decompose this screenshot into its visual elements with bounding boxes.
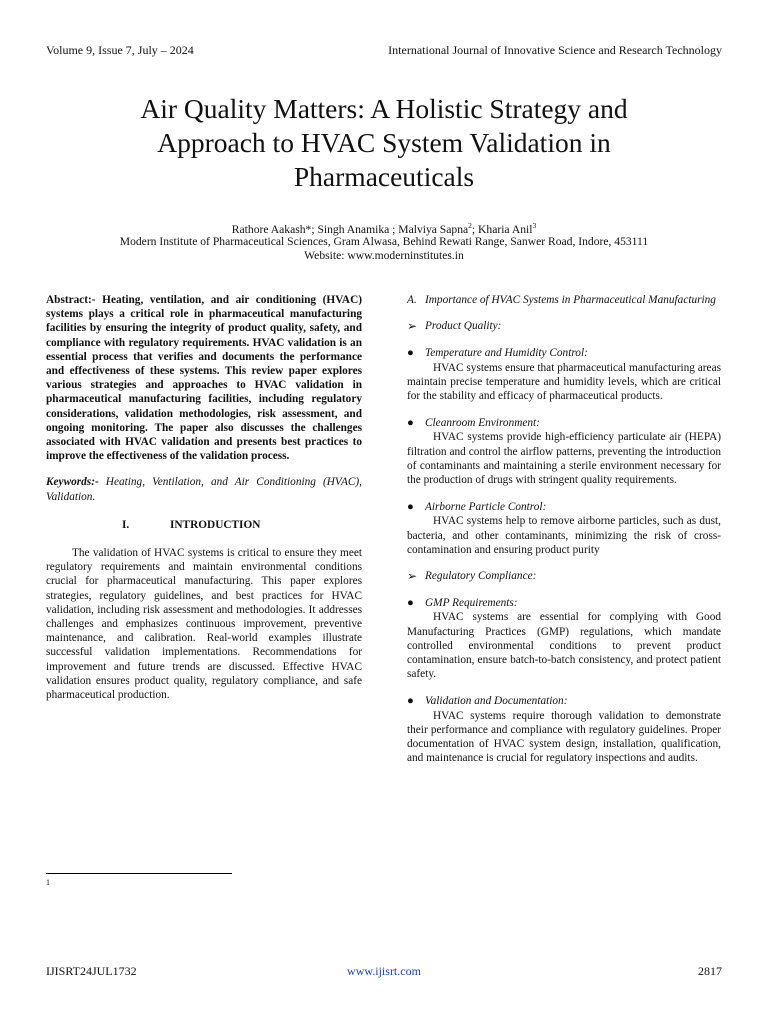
list-item (407, 416, 721, 487)
keywords-text: Heating, Ventilation, and Air Conditioning (HVAC), Validation. (46, 476, 362, 503)
bullet-heading (407, 694, 721, 708)
author-sup: 3 (532, 221, 537, 230)
bullet-body: HVAC systems are essential for complying with Good Manufacturing Practices (GMP) regulations, which mandate controlled environmental conditions to prevent product contamination, ensure batch-to-batch consistency, and protect patient safety. (407, 611, 721, 681)
title-line: Pharmaceuticals (293, 161, 475, 192)
right-column (407, 293, 721, 765)
section-heading (46, 518, 362, 532)
bullet-heading-text: GMP Requirements: (425, 597, 518, 610)
list-item (407, 346, 721, 403)
left-column (46, 293, 362, 702)
bullet-icon: ● (407, 417, 414, 430)
bullet-icon: ● (407, 597, 414, 610)
footer-website-link[interactable]: www.ijisrt.com (347, 964, 421, 978)
authors (40, 221, 728, 236)
heading-text: Regulatory Compliance: (425, 570, 537, 583)
section-title: INTRODUCTION (170, 518, 261, 531)
bullet-icon: ● (407, 695, 414, 708)
bullet-heading (407, 416, 721, 430)
subsection-title: Importance of HVAC Systems in Pharmaceutical Manufacturing (425, 294, 716, 306)
bullet-heading-text: Validation and Documentation: (425, 695, 568, 708)
bullet-body: HVAC systems ensure that pharmaceutical manufacturing areas maintain precise temperature and humidity levels, which are critical for the stability and efficacy of pharmaceutical products. (407, 361, 721, 403)
website: Website: www.moderninstitutes.in (304, 249, 464, 262)
keywords-label: Keywords:- (46, 476, 99, 489)
footnote-divider (46, 873, 232, 874)
bullet-heading-text: Cleanroom Environment: (425, 417, 540, 430)
bullet-heading-text: Temperature and Humidity Control: (425, 347, 588, 360)
header-volume: Volume 9, Issue 7, July – 2024 (46, 43, 194, 57)
bullet-heading-text: Airborne Particle Control: (425, 501, 547, 514)
bullet-body: HVAC systems require thorough validation to demonstrate their performance and compliance with regulatory guidelines. Proper documentation of HVAC system design, installation, qualification, and maintenance is crucial for regulatory inspections and audits. (407, 709, 721, 765)
bullet-icon: ● (407, 501, 414, 514)
author-sup: 2 (468, 221, 472, 230)
affiliation: Modern Institute of Pharmaceutical Sciences, Gram Alwasa, Behind Rewati Range, Sanwer Road, Indore, 453111 (119, 235, 649, 248)
page-number: 2817 (698, 964, 722, 978)
keywords (46, 475, 362, 503)
bullet-body: HVAC systems provide high-efficiency particulate air (HEPA) filtration and control the airflow patterns, preventing the introduction of contaminants and maintaining a sterile environment necessary for the production of drugs with stringent quality requirements. (407, 431, 721, 487)
list-item (407, 694, 721, 765)
heading-text: Product Quality: (425, 320, 502, 333)
footnote: 1 (46, 878, 50, 887)
introduction-text: The validation of HVAC systems is critical to ensure they meet regulatory requirements and maintain environmental conditions crucial for pharmaceutical manufacturing. This paper explores strategies, regulatory guidelines, and best practices for HVAC validation, including risk assessment and methodologies. It addresses challenges and emphasizes continuous improvement, preventive maintenance, and calibration. Real-world examples illustrate successful validation implementations. Recommendations for improvement and future trends are discussed. Effective HVAC validation ensures product quality, regulatory compliance, and safe pharmaceutical production. (46, 547, 362, 702)
bullet-heading (407, 346, 721, 360)
list-item (407, 596, 721, 681)
subsection-label: A. (407, 294, 417, 306)
author-text: Rathore Aakash*; Singh Anamika ; Malviya Sapna (231, 222, 469, 236)
list-item (407, 500, 721, 557)
title-line: Approach to HVAC System Validation in (157, 127, 611, 158)
arrow-bullet-icon: ➢ (407, 569, 418, 584)
abstract: Abstract:- Heating, ventilation, and air conditioning (HVAC) systems plays a critical role in pharmaceutical manufacturing facilities by ensuring the integrity of product quality, safety, and compliance with regulatory requirements. HVAC validation is an essential process that verifies and documents the performance and effectiveness of these systems. This review paper explores various strategies and approaches to HVAC validation in pharmaceutical manufacturing facilities, including regulatory considerations, validation methodologies, risk assessment, and ongoing monitoring. The paper also discusses the challenges associated with HVAC validation and presents best practices to improve the effectiveness of the validation process. (46, 294, 362, 463)
product-quality-heading (407, 319, 721, 333)
bullet-heading (407, 596, 721, 610)
bullet-body: HVAC systems help to remove airborne particles, such as dust, bacteria, and other contaminants, minimizing the risk of cross-contamination and ensuring product purity (407, 515, 721, 556)
regulatory-compliance-heading (407, 569, 721, 583)
title-line: Air Quality Matters: A Holistic Strategy and (140, 93, 628, 124)
footer-article-id: IJISRT24JUL1732 (46, 964, 137, 978)
author-text: ; Kharia Anil (471, 222, 533, 236)
paper-title (60, 92, 708, 194)
subsection-a (407, 293, 721, 307)
bullet-icon: ● (407, 347, 414, 360)
bullet-heading (407, 500, 721, 514)
header-journal: International Journal of Innovative Science and Research Technology (388, 43, 722, 57)
section-number: I. (122, 518, 130, 531)
arrow-bullet-icon: ➢ (407, 319, 418, 334)
